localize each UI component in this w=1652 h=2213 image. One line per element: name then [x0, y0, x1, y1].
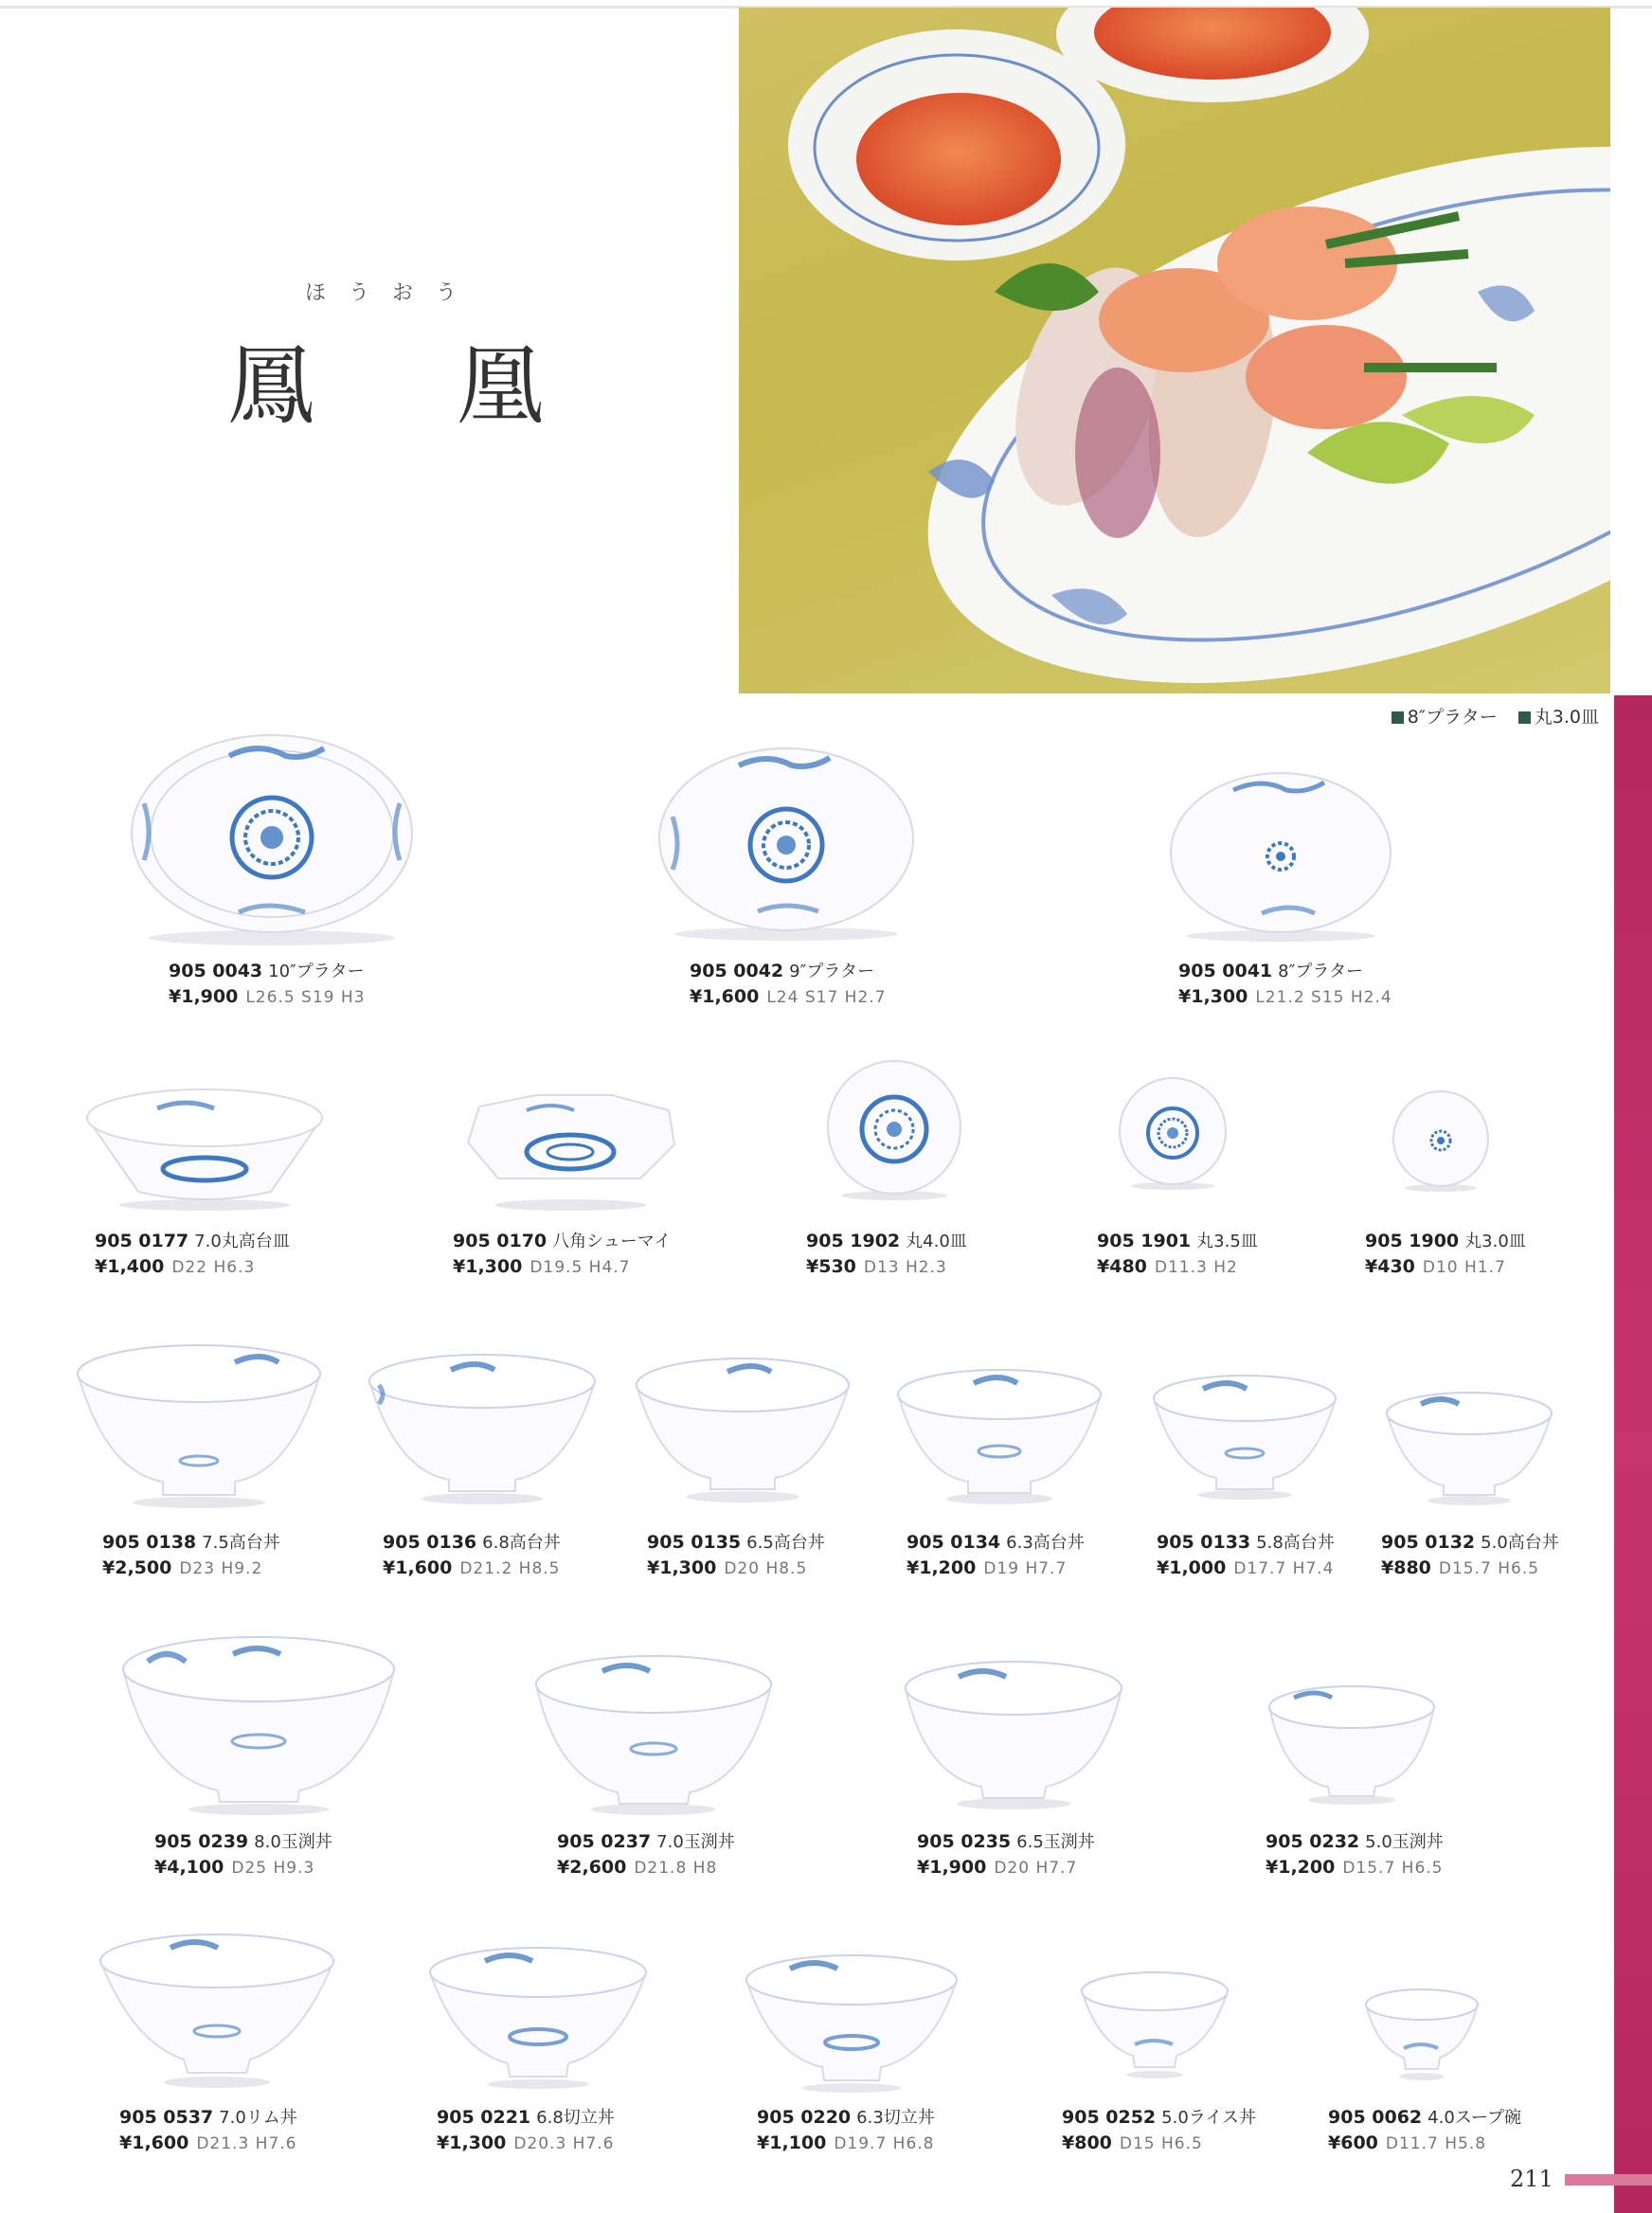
product-name: 丸3.0皿: [1464, 1232, 1526, 1251]
product-price: ¥1,200: [907, 1557, 977, 1578]
product-dims: D13 H2.3: [863, 1258, 947, 1277]
product-code: 905 0239: [154, 1831, 249, 1852]
product-code: 905 0135: [647, 1532, 742, 1553]
product-image-rice-bowl: [1078, 1969, 1231, 2080]
product-image-tamabuchi-bowl-7-0: [532, 1650, 775, 1817]
legend-item-2: 丸3.0皿: [1534, 707, 1599, 728]
product-name: 6.5玉渕丼: [1016, 1832, 1095, 1852]
title-ruby: ほうおう: [305, 281, 480, 305]
product-image-footed-bowl-6-8: [366, 1349, 599, 1506]
product-code: 905 0133: [1157, 1532, 1251, 1553]
product-caption: [453, 1229, 671, 1280]
product-image-kiritate-bowl-6-3: [743, 1952, 961, 2096]
product-dims: D10 H1.7: [1422, 1258, 1506, 1277]
product-code: 905 0177: [95, 1231, 189, 1251]
product-name: 6.5高台丼: [746, 1533, 825, 1553]
product-image-round-plate-4: [820, 1059, 968, 1201]
product-image-platter-9: [654, 741, 919, 942]
legend-square-icon: [1518, 711, 1531, 724]
product-code: 905 0170: [453, 1231, 548, 1251]
product-name: 8″プラター: [1278, 962, 1364, 981]
product-dims: D15.7 H6.5: [1438, 1559, 1540, 1578]
product-name: 5.8高台丼: [1256, 1533, 1335, 1553]
product-caption: [1266, 1829, 1444, 1880]
product-caption: [1097, 1229, 1258, 1280]
product-price: ¥1,900: [917, 1857, 987, 1878]
product-caption: [102, 1530, 280, 1581]
product-price: ¥480: [1097, 1256, 1147, 1277]
product-name: 丸3.5皿: [1196, 1232, 1258, 1251]
product-image-footed-bowl-6-5: [633, 1353, 853, 1504]
product-price: ¥1,900: [169, 986, 239, 1007]
product-caption: [1328, 2105, 1521, 2156]
product-price: ¥530: [806, 1256, 856, 1277]
product-dims: D15.7 H6.5: [1342, 1859, 1444, 1878]
product-caption: [119, 2105, 297, 2156]
product-code: 905 0220: [757, 2107, 852, 2128]
product-dims: D20 H7.7: [994, 1859, 1078, 1878]
product-dims: L26.5 S19 H3: [245, 988, 366, 1007]
photo-legend: [1371, 703, 1599, 729]
product-dims: D19.5 H4.7: [530, 1258, 631, 1277]
product-code: 905 0136: [383, 1532, 477, 1553]
title-char-2: 凰: [457, 335, 545, 437]
product-price: ¥1,300: [1178, 986, 1248, 1007]
product-name: 8.0玉渕丼: [254, 1832, 332, 1852]
product-caption: [383, 1530, 561, 1581]
product-name: 7.5高台丼: [202, 1533, 280, 1553]
hero-photo: [739, 8, 1610, 693]
product-code: 905 0062: [1328, 2107, 1423, 2128]
product-caption: [557, 1829, 735, 1880]
product-price: ¥1,000: [1157, 1557, 1227, 1578]
product-price: ¥1,300: [437, 2132, 507, 2153]
product-dims: D21.2 H8.5: [459, 1559, 561, 1578]
product-code: 905 0235: [917, 1831, 1012, 1852]
product-dims: D15 H6.5: [1119, 2134, 1203, 2153]
product-price: ¥1,600: [690, 986, 760, 1007]
product-caption: [1062, 2105, 1256, 2156]
title-char-1: 鳳: [227, 335, 315, 437]
product-name: 7.0玉渕丼: [656, 1832, 735, 1852]
page-title: [227, 316, 544, 441]
product-name: 6.3切立丼: [856, 2108, 935, 2128]
page-number: 211: [1510, 2166, 1553, 2192]
product-price: ¥1,600: [383, 1557, 453, 1578]
product-dims: D20 H8.5: [724, 1559, 808, 1578]
product-dims: D17.7 H7.4: [1233, 1559, 1335, 1578]
product-image-tamabuchi-bowl-6-5: [902, 1656, 1125, 1811]
product-code: 905 0252: [1062, 2107, 1157, 2128]
sidebar-tab: [1565, 2174, 1652, 2186]
product-image-footed-bowl-6-3: [894, 1364, 1104, 1506]
product-caption: [154, 1829, 332, 1880]
product-price: ¥430: [1365, 1256, 1415, 1277]
product-code: 905 0232: [1266, 1831, 1360, 1852]
product-dims: D20.3 H7.6: [513, 2134, 615, 2153]
product-dims: D19 H7.7: [983, 1559, 1068, 1578]
hero-photo-illustration: [739, 8, 1610, 693]
product-name: 丸4.0皿: [906, 1232, 967, 1251]
product-code: 905 0237: [557, 1831, 652, 1852]
product-price: ¥1,400: [95, 1256, 165, 1277]
product-name: 7.0丸高台皿: [194, 1232, 290, 1251]
section-sidebar: [1614, 695, 1652, 2213]
product-caption: [1157, 1530, 1335, 1581]
product-name: 5.0ライス丼: [1161, 2108, 1257, 2128]
product-image-round-plate-3-5: [1114, 1074, 1231, 1192]
product-code: 905 0221: [437, 2107, 531, 2128]
product-image-footed-bowl-7-5: [74, 1340, 324, 1510]
product-caption: [95, 1229, 290, 1280]
product-name: 5.0高台丼: [1481, 1533, 1559, 1553]
product-image-rim-bowl: [99, 1929, 335, 2090]
product-code: 905 0042: [690, 961, 784, 981]
product-image-platter-10: [125, 728, 419, 947]
product-code: 905 0132: [1381, 1532, 1476, 1553]
product-caption: [1365, 1229, 1526, 1280]
product-price: ¥2,500: [102, 1557, 172, 1578]
product-caption: [1178, 959, 1392, 1010]
product-caption: [907, 1530, 1085, 1581]
product-image-platter-8: [1167, 765, 1394, 944]
product-price: ¥1,200: [1266, 1857, 1336, 1878]
product-code: 905 1902: [806, 1231, 901, 1251]
product-image-footed-bowl-5-8: [1150, 1370, 1339, 1502]
product-image-footed-bowl-5-0: [1383, 1387, 1555, 1508]
product-image-kiritate-bowl-6-8: [426, 1944, 650, 2092]
product-dims: D25 H9.3: [231, 1859, 315, 1878]
product-code: 905 0043: [169, 961, 263, 981]
product-price: ¥880: [1381, 1557, 1431, 1578]
product-price: ¥600: [1328, 2132, 1378, 2153]
product-name: 6.8高台丼: [482, 1533, 561, 1553]
product-name: 4.0スープ碗: [1428, 2108, 1521, 2128]
product-name: 6.3高台丼: [1006, 1533, 1085, 1553]
legend-item-1: 8″プラター: [1407, 707, 1498, 728]
product-dims: D19.7 H6.8: [834, 2134, 935, 2153]
product-price: ¥1,300: [453, 1256, 523, 1277]
product-image-tamabuchi-bowl-5-0: [1266, 1681, 1438, 1808]
product-dims: L21.2 S15 H2.4: [1255, 988, 1392, 1007]
product-caption: [690, 959, 886, 1010]
product-caption: [806, 1229, 967, 1280]
product-code: 905 1901: [1097, 1231, 1192, 1251]
product-caption: [437, 2105, 615, 2156]
product-dims: D23 H9.2: [179, 1559, 263, 1578]
product-image-soup-bowl: [1362, 1984, 1481, 2082]
product-name: 9″プラター: [789, 962, 875, 981]
product-dims: D22 H6.3: [171, 1258, 256, 1277]
product-caption: [1381, 1530, 1559, 1581]
product-name: 7.0リム丼: [219, 2108, 297, 2128]
product-caption: [757, 2105, 935, 2156]
product-code: 905 0041: [1178, 961, 1273, 981]
product-image-tamabuchi-bowl-8-0: [119, 1631, 398, 1817]
product-image-round-plate-3: [1389, 1089, 1493, 1194]
product-code: 905 0134: [907, 1532, 1001, 1553]
product-price: ¥4,100: [154, 1857, 224, 1878]
product-code: 905 0138: [102, 1532, 197, 1553]
product-name: 6.8切立丼: [536, 2108, 615, 2128]
product-dims: D21.3 H7.6: [196, 2134, 297, 2153]
product-caption: [917, 1829, 1095, 1880]
product-name: 5.0玉渕丼: [1365, 1832, 1444, 1852]
product-price: ¥1,100: [757, 2132, 827, 2153]
product-dims: L24 S17 H2.7: [766, 988, 887, 1007]
product-name: 10″プラター: [268, 962, 365, 981]
product-name: 八角シューマイ: [552, 1232, 672, 1251]
product-dims: D11.7 H5.8: [1385, 2134, 1487, 2153]
product-caption: [647, 1530, 825, 1581]
product-caption: [169, 959, 365, 1010]
product-image-octagonal-dish: [460, 1088, 680, 1213]
product-dims: D21.8 H8: [634, 1859, 718, 1878]
product-dims: D11.3 H2: [1154, 1258, 1238, 1277]
legend-square-icon: [1392, 711, 1404, 724]
product-price: ¥2,600: [557, 1857, 627, 1878]
product-code: 905 1900: [1365, 1231, 1460, 1251]
product-price: ¥800: [1062, 2132, 1112, 2153]
product-code: 905 0537: [119, 2107, 214, 2128]
product-price: ¥1,300: [647, 1557, 717, 1578]
product-image-footed-plate: [81, 1080, 328, 1213]
product-price: ¥1,600: [119, 2132, 189, 2153]
